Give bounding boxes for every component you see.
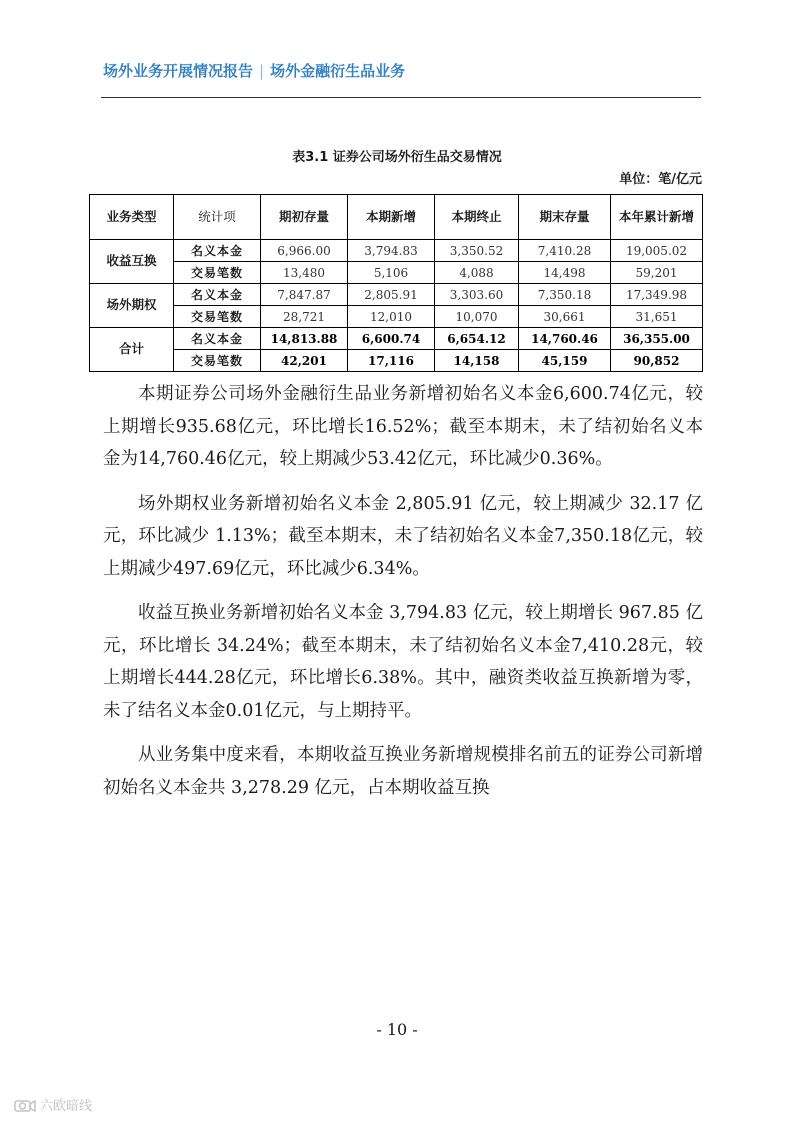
paragraph: 场外期权业务新增初始名义本金 2,805.91 亿元，较上期减少 32.17 亿元，环比减少 1.13%；截至本期末，未了结初始名义本金7,350.18亿元，较上期减少497.69亿元，环比减少6.34%。	[103, 493, 703, 579]
header-separator: |	[259, 62, 265, 80]
value-cell: 6,966.00	[261, 240, 348, 262]
derivatives-table	[89, 194, 703, 372]
value-cell: 3,794.83	[348, 240, 435, 262]
table-header-row	[90, 195, 703, 240]
column-header: 本期终止	[435, 195, 519, 240]
value-cell: 90,852	[611, 350, 703, 372]
table-row-total	[90, 350, 703, 372]
page-number: - 10 -	[376, 1020, 418, 1039]
value-cell: 17,116	[348, 350, 435, 372]
header-subtitle: 场外金融衍生品业务	[270, 62, 406, 80]
value-cell: 7,847.87	[261, 284, 348, 306]
value-cell: 13,480	[261, 262, 348, 284]
watermark-text: 六欧暗线	[40, 1099, 93, 1114]
running-header	[103, 60, 703, 81]
value-cell: 5,106	[348, 262, 435, 284]
table-unit: 单位：笔/亿元	[619, 172, 702, 187]
column-header: 本年累计新增	[611, 195, 703, 240]
item-cell: 名义本金	[174, 284, 261, 306]
value-cell: 12,010	[348, 306, 435, 328]
value-cell: 4,088	[435, 262, 519, 284]
value-cell: 7,410.28	[519, 240, 611, 262]
paragraph: 从业务集中度来看，本期收益互换业务新增规模排名前五的证券公司新增初始名义本金共 3,278.29 亿元，占本期收益互换	[103, 745, 703, 798]
item-cell: 交易笔数	[174, 306, 261, 328]
column-header: 本期新增	[348, 195, 435, 240]
value-cell: 3,350.52	[435, 240, 519, 262]
value-cell: 7,350.18	[519, 284, 611, 306]
header-rule	[101, 97, 701, 98]
watermark	[14, 1095, 92, 1114]
value-cell: 14,498	[519, 262, 611, 284]
table-row	[90, 284, 703, 306]
value-cell: 6,654.12	[435, 328, 519, 350]
item-cell: 交易笔数	[174, 262, 261, 284]
value-cell: 45,159	[519, 350, 611, 372]
camera-logo-icon	[14, 1097, 36, 1113]
item-cell: 名义本金	[174, 240, 261, 262]
column-header: 业务类型	[90, 195, 174, 240]
paragraph: 收益互换业务新增初始名义本金 3,794.83 亿元，较上期增长 967.85 亿元，环比增长 34.24%；截至本期末，未了结初始名义本金7,410.28元，较上期增长444.28亿元，环比增长6.38%。其中，融资类收益互换新增为零，未了结名义本金0.01亿元，与上期持平。	[103, 603, 703, 721]
value-cell: 14,813.88	[261, 328, 348, 350]
value-cell: 19,005.02	[611, 240, 703, 262]
value-cell: 28,721	[261, 306, 348, 328]
category-cell: 合计	[90, 328, 174, 372]
item-cell: 名义本金	[174, 328, 261, 350]
value-cell: 14,760.46	[519, 328, 611, 350]
table-row	[90, 306, 703, 328]
table-row-total	[90, 328, 703, 350]
value-cell: 30,661	[519, 306, 611, 328]
category-cell: 场外期权	[90, 284, 174, 328]
value-cell: 6,600.74	[348, 328, 435, 350]
column-header: 统计项	[174, 195, 261, 240]
value-cell: 14,158	[435, 350, 519, 372]
header-title: 场外业务开展情况报告	[103, 62, 254, 80]
item-cell: 交易笔数	[174, 350, 261, 372]
value-cell: 36,355.00	[611, 328, 703, 350]
value-cell: 17,349.98	[611, 284, 703, 306]
column-header: 期初存量	[261, 195, 348, 240]
paragraph: 本期证券公司场外金融衍生品业务新增初始名义本金6,600.74亿元，较上期增长935.68亿元，环比增长16.52%；截至本期末，未了结初始名义本金为14,760.46亿元，较上期减少53.42亿元，环比减少0.36%。	[103, 384, 703, 469]
value-cell: 31,651	[611, 306, 703, 328]
value-cell: 42,201	[261, 350, 348, 372]
value-cell: 3,303.60	[435, 284, 519, 306]
table-row	[90, 240, 703, 262]
column-header: 期末存量	[519, 195, 611, 240]
table-title: 表3.1 证券公司场外衍生品交易情况	[292, 150, 502, 165]
value-cell: 59,201	[611, 262, 703, 284]
value-cell: 2,805.91	[348, 284, 435, 306]
table-row	[90, 262, 703, 284]
value-cell: 10,070	[435, 306, 519, 328]
category-cell: 收益互换	[90, 240, 174, 284]
body-text	[103, 378, 703, 816]
